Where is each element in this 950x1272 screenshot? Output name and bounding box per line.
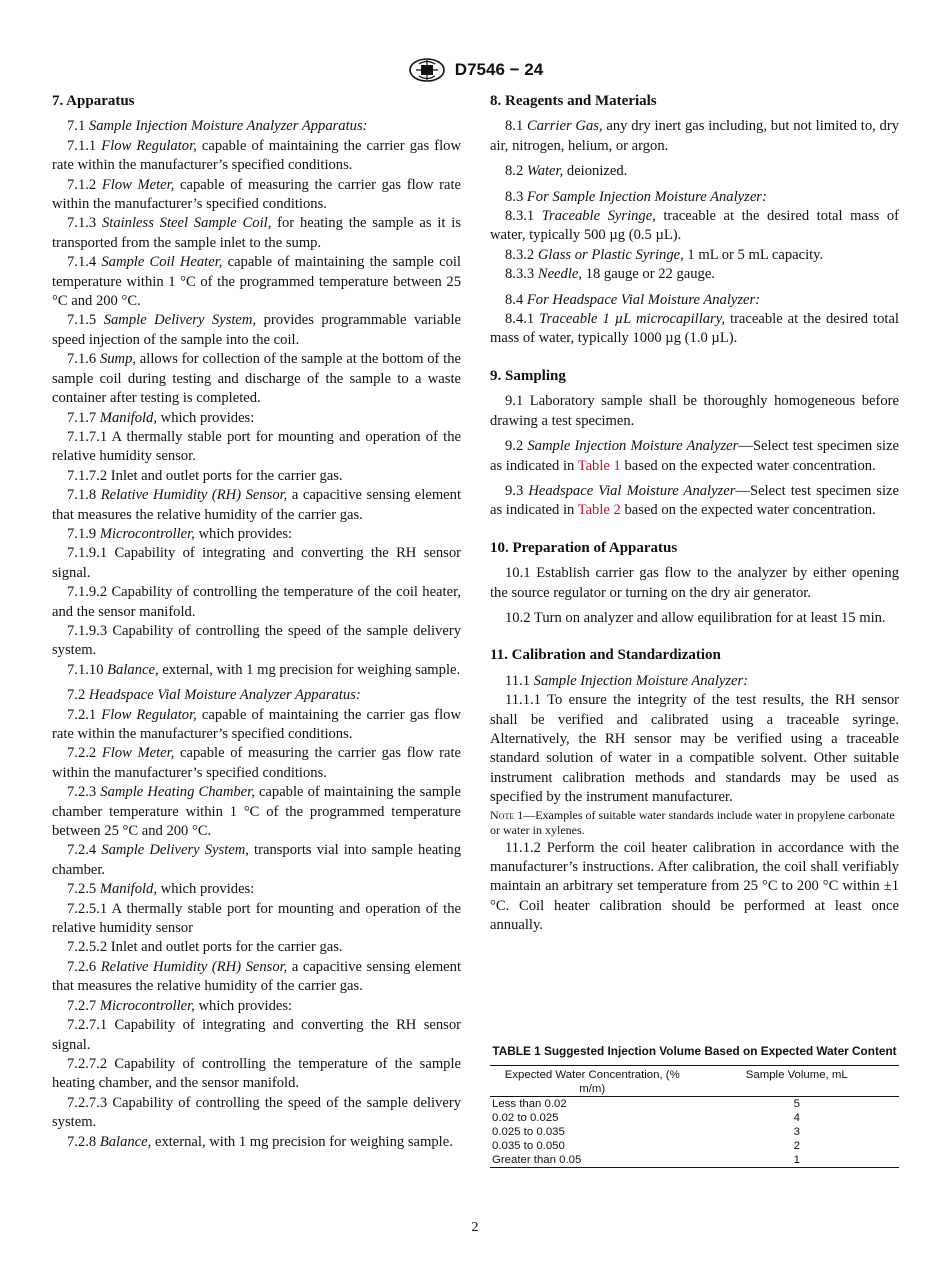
para-7-2-6: 7.2.6 Relative Humidity (RH) Sensor, a capacitive sensing element that measures the relative humidity of the carrier gas. [52, 958, 461, 995]
section-11-heading: 11. Calibration and Standardization [490, 647, 721, 664]
table-1-link[interactable]: Table 1 [577, 457, 621, 474]
para-7-2: 7.2 Headspace Vial Moisture Analyzer Apparatus: [67, 687, 361, 704]
table-row [490, 1096, 899, 1111]
para-7-2-2: 7.2.2 Flow Meter, capable of measuring the carrier gas flow rate within the manufacturer’s specified conditions. [52, 745, 461, 781]
para-7-1-8: 7.1.8 Relative Humidity (RH) Sensor, a capacitive sensing element that measures the relative humidity of the carrier gas. [52, 487, 461, 523]
para-9-3: 9.3 Headspace Vial Moisture Analyzer—Select test specimen size as indicated in Table 2 based on the expected water concentration. [490, 482, 899, 519]
table-cell: Less than 0.02 [492, 1097, 567, 1110]
para-10-2: 10.2 Turn on analyzer and allow equilibration for at least 15 min. [505, 609, 886, 626]
para-7-2-1: 7.2.1 Flow Regulator, capable of maintaining the carrier gas flow rate within the manufacturer’s specified conditions. [52, 706, 461, 742]
section-9-heading: 9. Sampling [490, 367, 566, 384]
para-7-1-9: 7.1.9 Microcontroller, which provides: [67, 525, 293, 542]
document-number: D7546 − 24 [454, 60, 544, 79]
para-7-1-9-1: 7.1.9.1 Capability of integrating and converting the RH sensor signal. [52, 545, 461, 581]
para-7-2-3: 7.2.3 Sample Heating Chamber, capable of maintaining the sample chamber temperature within 1 °C of the programmed temperature between 25 °C and 200 °C. [52, 784, 461, 840]
para-7-2-5-1: 7.2.5.1 A thermally stable port for mounting and operation of the relative humidity sensor [52, 900, 461, 937]
section-7-heading: 7. Apparatus [52, 93, 135, 109]
table-1-grid [490, 1065, 899, 1168]
table-1-caption: TABLE 1 Suggested Injection Volume Based on Expected Water Content [492, 1044, 897, 1058]
para-7-1: 7.1 Sample Injection Moisture Analyzer Apparatus: [67, 118, 368, 135]
para-8-4: 8.4 For Headspace Vial Moisture Analyzer: [505, 291, 761, 308]
table-cell: 1 [793, 1153, 800, 1166]
table-cell: 2 [793, 1139, 800, 1152]
para-7-1-5: 7.1.5 Sample Delivery System, provides programmable variable speed injection of the sample into the coil. [52, 312, 461, 348]
table-cell: 0.02 to 0.025 [492, 1111, 559, 1124]
table-cell: 0.035 to 0.050 [492, 1139, 565, 1152]
para-7-1-4: 7.1.4 Sample Coil Heater, capable of maintaining the sample coil temperature within 1 °C of the programmed temperature between 25 °C and 200 °C. [52, 254, 461, 310]
table-header-row [490, 1065, 899, 1096]
table-1 [490, 1044, 899, 1168]
table-header-volume: Sample Volume, mL [745, 1068, 848, 1081]
para-7-2-8: 7.2.8 Balance, external, with 1 mg precision for weighing sample. [67, 1133, 453, 1150]
para-7-2-7: 7.2.7 Microcontroller, which provides: [67, 997, 293, 1014]
para-8-3-3: 8.3.3 Needle, 18 gauge or 22 gauge. [505, 266, 715, 283]
para-8-2: 8.2 Water, deionized. [505, 163, 628, 180]
para-7-1-2: 7.1.2 Flow Meter, capable of measuring the carrier gas flow rate within the manufacturer’s specified conditions. [52, 176, 461, 213]
para-7-1-7-2: 7.1.7.2 Inlet and outlet ports for the carrier gas. [67, 467, 343, 484]
para-9-2: 9.2 Sample Injection Moisture Analyzer—Select test specimen size as indicated in Table 1 based on the expected water concentration. [490, 438, 900, 474]
table-cell: 4 [793, 1111, 800, 1124]
para-7-1-9-3: 7.1.9.3 Capability of controlling the speed of the sample delivery system. [52, 622, 461, 659]
table-row [490, 1125, 899, 1139]
para-9-1: 9.1 Laboratory sample shall be thoroughly homogeneous before drawing a test specimen. [490, 393, 899, 429]
note-1: Note 1—Examples of suitable water standards include water in propylene carbonate or water in xylenes. [490, 807, 895, 838]
para-8-3-2: 8.3.2 Glass or Plastic Syringe, 1 mL or 5 mL capacity. [505, 246, 824, 263]
para-8-3-1: 8.3.1 Traceable Syringe, traceable at the desired total mass of water, typically 500 µg (0.5 µL). [490, 208, 899, 244]
para-7-1-9-2: 7.1.9.2 Capability of controlling the temperature of the coil heater, and the sensor manifold. [52, 584, 461, 620]
table-row [490, 1111, 899, 1125]
para-11-1: 11.1 Sample Injection Moisture Analyzer: [505, 672, 749, 689]
para-7-2-7-1: 7.2.7.1 Capability of integrating and converting the RH sensor signal. [52, 1017, 461, 1053]
para-10-1: 10.1 Establish carrier gas flow to the analyzer by either opening the source regulator or turning on the dry air generator. [490, 565, 899, 601]
table-header-concentration: Expected Water Concentration, (% m/m) [504, 1068, 680, 1095]
para-7-1-7: 7.1.7 Manifold, which provides: [67, 409, 255, 426]
para-8-1: 8.1 Carrier Gas, any dry inert gas including, but not limited to, dry air, nitrogen, helium, or argon. [490, 118, 900, 154]
table-row [490, 1139, 899, 1153]
table-2-link[interactable]: Table 2 [577, 502, 621, 519]
astm-logo-icon [407, 57, 447, 83]
table-cell: 5 [793, 1097, 800, 1110]
para-7-2-5: 7.2.5 Manifold, which provides: [67, 881, 255, 898]
section-10-heading: 10. Preparation of Apparatus [490, 539, 678, 556]
para-7-1-10: 7.1.10 Balance, external, with 1 mg precision for weighing sample. [67, 661, 461, 678]
para-11-1-2: 11.1.2 Perform the coil heater calibration in accordance with the manufacturer’s instructions. After calibration, the coil shall verifiably maintain an arbitrary set temperature from 25 °C to 200 °C within ±1 °C. Coil heater calibration should be performed at least once annually. [490, 839, 899, 934]
para-8-3: 8.3 For Sample Injection Moisture Analyzer: [505, 188, 767, 205]
para-11-1-1: 11.1.1 To ensure the integrity of the test results, the RH sensor shall be verified and calibrated using a traceable syringe. Alternatively, the RH sensor may be verified using a traceable standard solution of water in a compatible solvent. Other suitable instrument calibration methods and standards may be used as specified by the instrument manufacturer. [490, 692, 899, 806]
left-column [52, 92, 461, 1152]
para-7-2-7-2: 7.2.7.2 Capability of controlling the temperature of the sample heating chamber, and the sensor manifold. [52, 1055, 461, 1092]
para-7-1-6: 7.1.6 Sump, allows for collection of the sample at the bottom of the sample coil during testing and discharge of the sample to a waste container after testing is completed. [52, 351, 461, 407]
table-row [490, 1153, 899, 1168]
section-8-heading: 8. Reagents and Materials [490, 93, 657, 109]
para-8-4-1: 8.4.1 Traceable 1 µL microcapillary, traceable at the desired total mass of water, typically 1000 µg (1.0 µL). [490, 311, 899, 347]
table-cell: 0.025 to 0.035 [492, 1125, 565, 1138]
right-column [490, 92, 899, 936]
para-7-2-5-2: 7.2.5.2 Inlet and outlet ports for the carrier gas. [67, 939, 343, 956]
para-7-1-1: 7.1.1 Flow Regulator, capable of maintaining the carrier gas flow rate within the manufacturer’s specified conditions. [52, 137, 461, 174]
table-cell: Greater than 0.05 [492, 1153, 582, 1166]
para-7-2-4: 7.2.4 Sample Delivery System, transports vial into sample heating chamber. [52, 842, 461, 878]
page-header [0, 57, 950, 83]
para-7-2-7-3: 7.2.7.3 Capability of controlling the speed of the sample delivery system. [52, 1094, 461, 1131]
page-number: 2 [471, 1220, 479, 1235]
para-7-1-3: 7.1.3 Stainless Steel Sample Coil, for heating the sample as it is transported from the sample inlet to the sump. [52, 215, 461, 251]
table-cell: 3 [793, 1125, 800, 1138]
para-7-1-7-1: 7.1.7.1 A thermally stable port for mounting and operation of the relative humidity sensor. [52, 428, 461, 465]
